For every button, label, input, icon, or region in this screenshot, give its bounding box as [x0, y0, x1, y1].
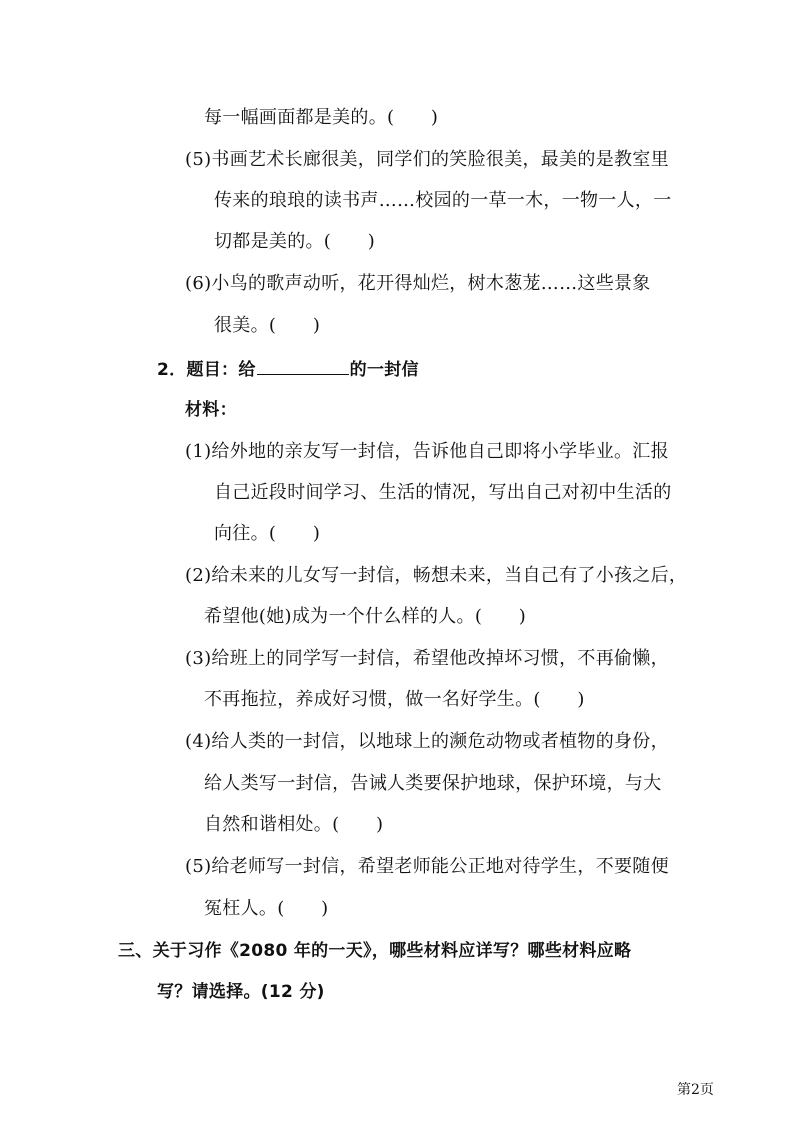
- question-2-title: [157, 356, 419, 382]
- text-line: (4)给人类的一封信，以地球上的濒危动物或者植物的身份，: [185, 731, 669, 752]
- text-line: 每一幅画面都是美的。( ): [204, 107, 439, 128]
- text-line: 传来的琅琅的读书声……校园的一草一木，一物一人，一: [214, 190, 672, 211]
- text-line: 切都是美的。( ): [214, 231, 376, 252]
- text-line: 不再拖拉，养成好习惯，做一名好学生。( ): [204, 689, 585, 710]
- text-line: (6)小鸟的歌声动听，花开得灿烂，树木葱茏……这些景象: [185, 273, 651, 294]
- text-line: 冤枉人。( ): [204, 898, 329, 919]
- text-line: (3)给班上的同学写一封信，希望他改掉坏习惯，不再偷懒，: [185, 648, 669, 669]
- page-number: 第2页: [677, 1082, 714, 1098]
- text-line: (5)书画艺术长廊很美，同学们的笑脸很美，最美的是教室里: [185, 149, 669, 170]
- title-before: 题目：给: [186, 360, 256, 380]
- text-line: 向往。( ): [214, 523, 321, 544]
- text-line: 很美。( ): [214, 315, 321, 336]
- text-line: 希望他(她)成为一个什么样的人。( ): [204, 606, 527, 627]
- text-line: 给人类写一封信，告诫人类要保护地球，保护环境，与大: [204, 773, 662, 794]
- title-after: 的一封信: [349, 360, 419, 380]
- fill-blank: [257, 356, 349, 375]
- section-3-heading: 三、关于习作《2080 年的一天》，哪些材料应详写？哪些材料应略: [118, 941, 632, 961]
- text-line: (1)给外地的亲友写一封信，告诉他自己即将小学毕业。汇报: [185, 441, 669, 462]
- section-3-heading-cont: 写？请选择。(12 分): [157, 982, 325, 1002]
- text-line: 自己近段时间学习、生活的情况，写出自己对初中生活的: [214, 482, 672, 503]
- text-line: 自然和谐相处。( ): [204, 814, 384, 835]
- text-line: (2)给未来的儿女写一封信，畅想未来，当自己有了小孩之后，: [185, 565, 688, 586]
- question-number: 2．: [157, 360, 187, 380]
- material-label: 材料：: [185, 400, 237, 420]
- text-line: (5)给老师写一封信，希望老师能公正地对待学生，不要随便: [185, 856, 669, 877]
